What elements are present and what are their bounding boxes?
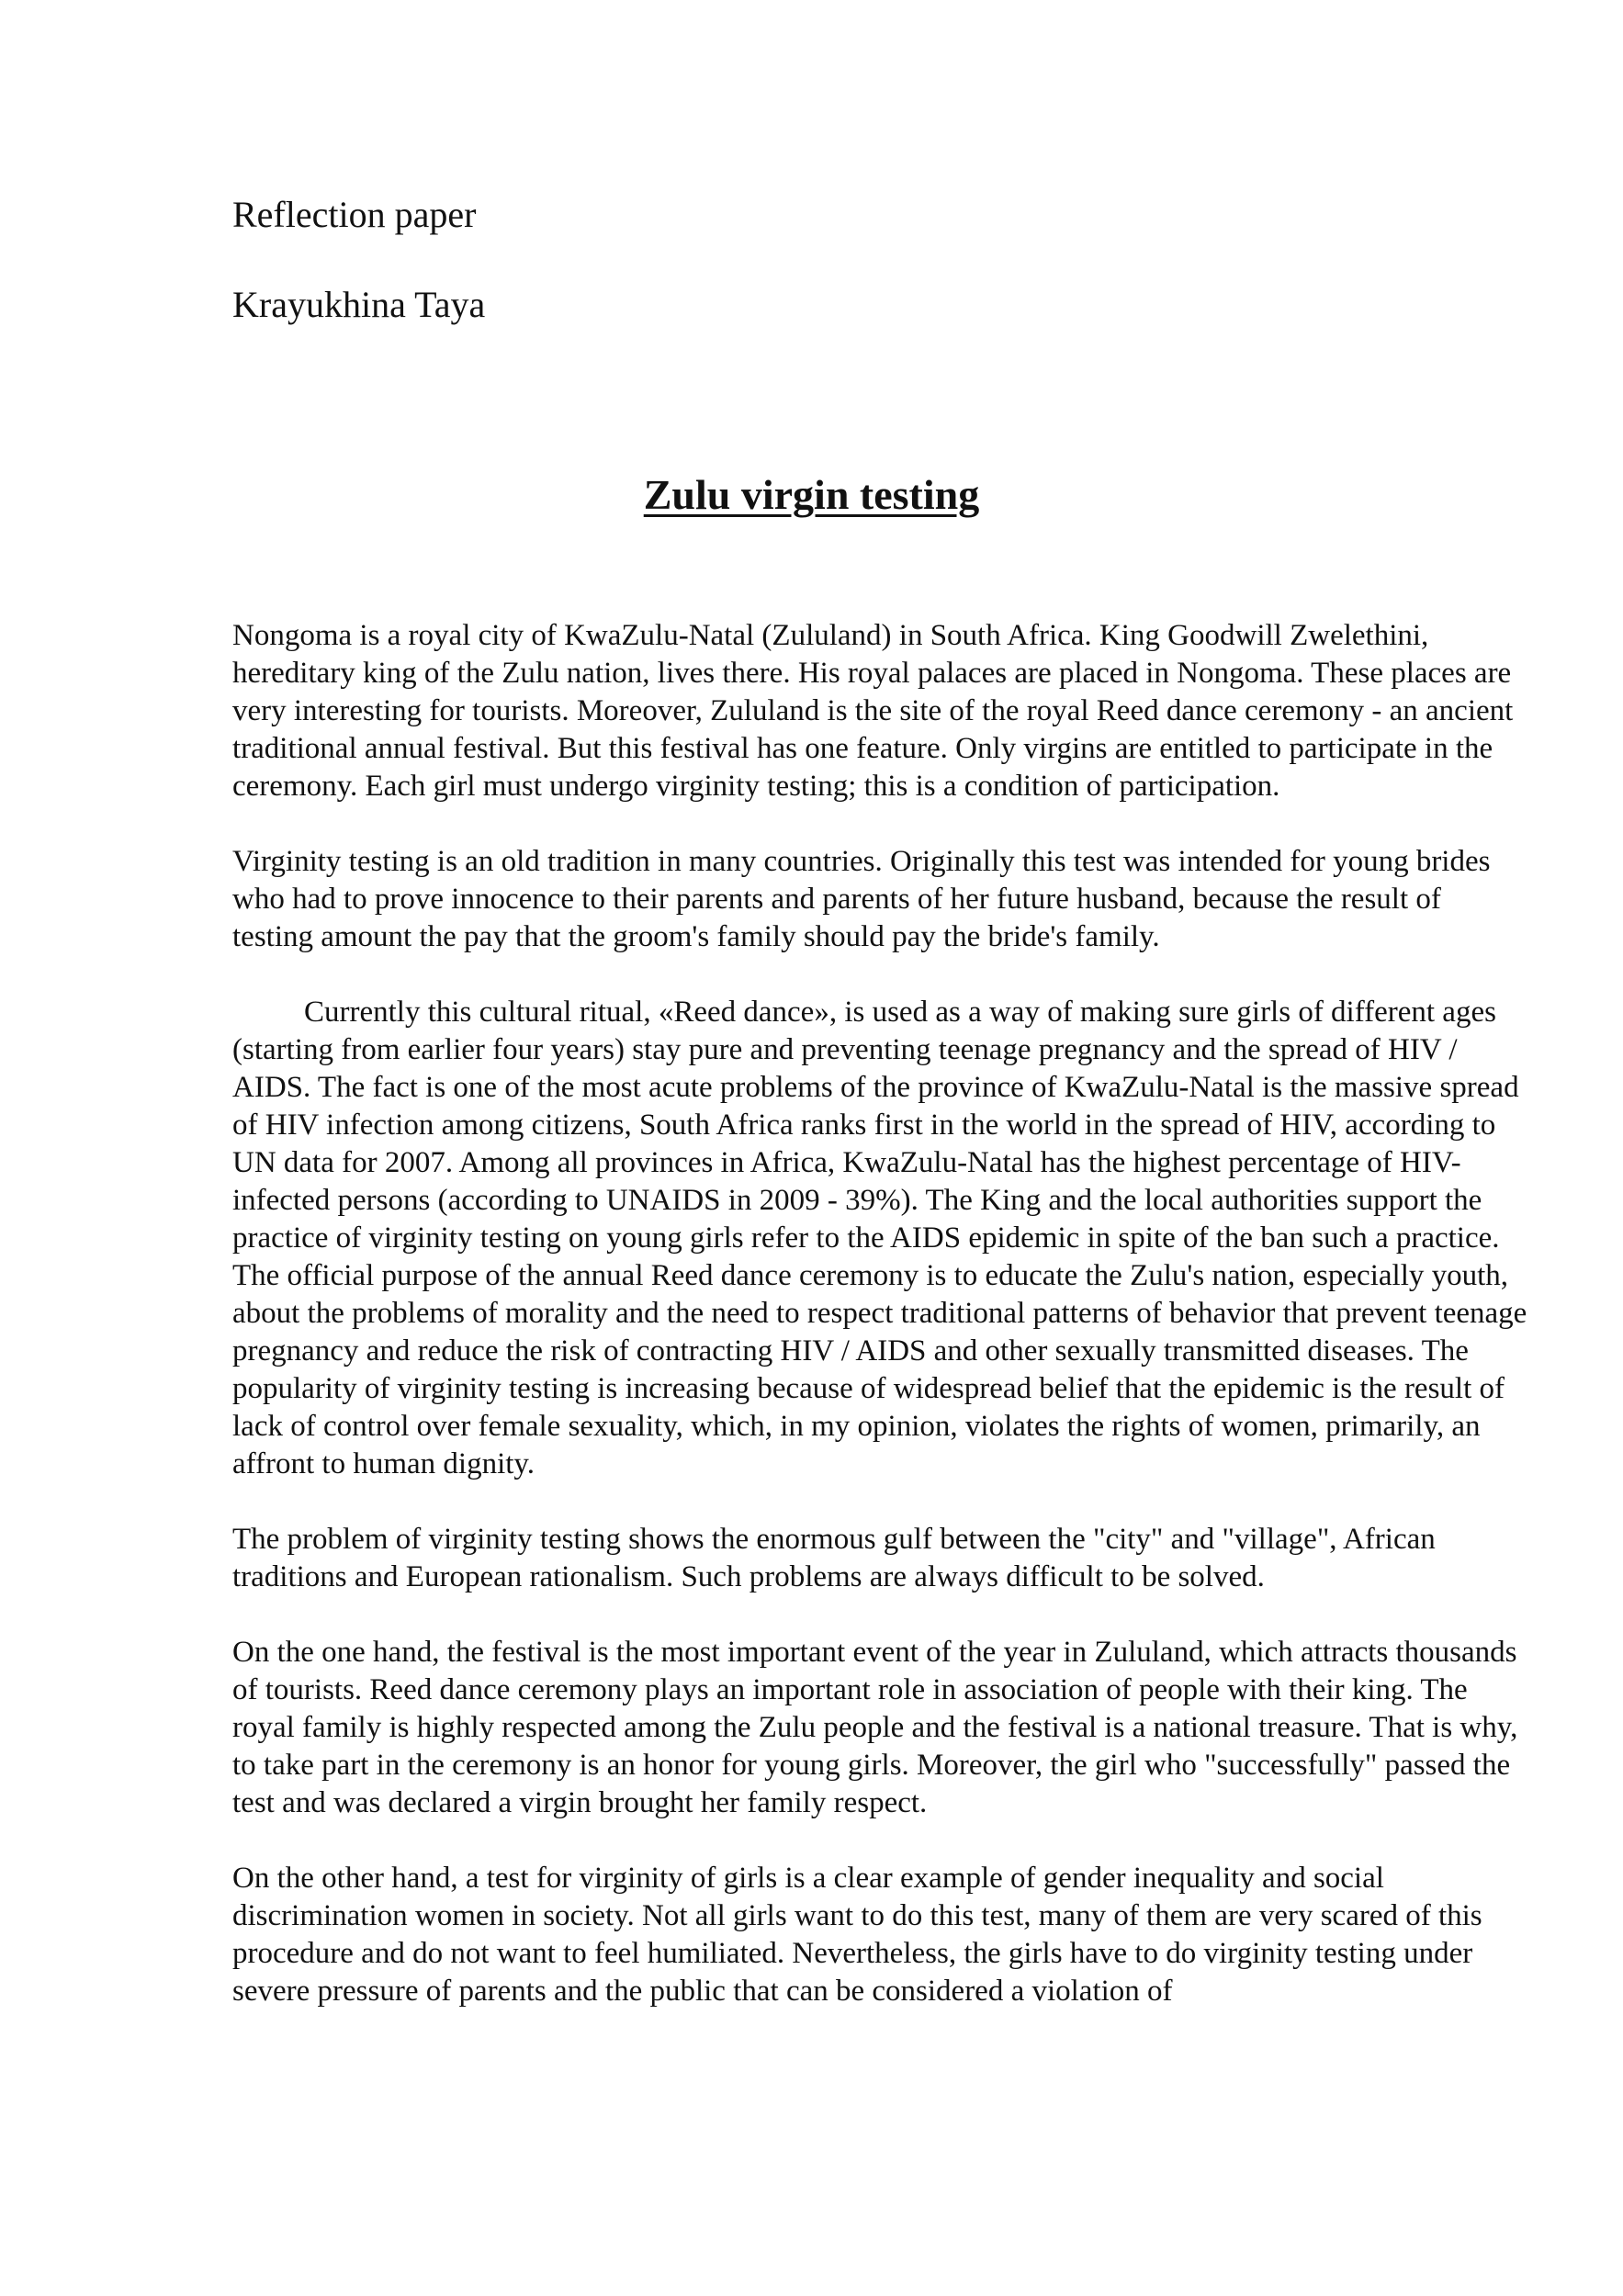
paragraph-intro: Nongoma is a royal city of KwaZulu-Natal (Zululand) in South Africa. King Goodwill Zwelethini, hereditary king of the Zulu nation, lives there. His royal palaces are placed in Nongoma. These places are very interesting for tourists. Moreover, Zululand is the site of the royal Reed dance ceremony - an ancient traditional annual festival. But this festival has one feature. Only virgins are entitled to participate in the ceremony. Each girl must undergo virginity testing; this is a condition of participation. [232,619,1514,803]
paragraph-problem: The problem of virginity testing shows the enormous gulf between the "city" and "village", African traditions and European rationalism. Such problems are always difficult to be solved. [232,1523,1436,1593]
author-name: Krayukhina Taya [232,284,486,325]
document-body [232,617,1527,2010]
paragraph-current-ritual: Currently this cultural ritual, «Reed dance», is used as a way of making sure girls of different ages (starting from earlier four years) stay pure and preventing teenage pregnancy and the spread of HIV / AIDS. The fact is one of the most acute problems of the province of KwaZulu-Natal is the massive spread of HIV infection among citizens, South Africa ranks first in the world in the spread of HIV, according to UN data for 2007. Among all provinces in Africa, KwaZulu-Natal has the highest percentage of HIV-infected persons (according to UNAIDS in 2009 - 39%). The King and the local authorities support the practice of virginity testing on young girls refer to the AIDS epidemic in spite of the ban such a practice. The official purpose of the annual Reed dance ceremony is to educate the Zulu's nation, especially youth, about the problems of morality and the need to respect traditional patterns of behavior that prevent teenage pregnancy and reduce the risk of contracting HIV / AIDS and other sexually transmitted diseases. The popularity of virginity testing is increasing because of widespread belief that the epidemic is the result of lack of control over female sexuality, which, in my opinion, violates the rights of women, primarily, an affront to human dignity. [232,996,1527,1480]
paragraph-history: Virginity testing is an old tradition in many countries. Originally this test was intended for young brides who had to prove innocence to their parents and parents of her future husband, because the result of testing amount the pay that the groom's family should pay the bride's family. [232,845,1491,953]
document-type-label: Reflection paper [232,194,477,235]
document-title: Zulu virgin testing [643,470,980,518]
paragraph-one-hand: On the one hand, the festival is the most important event of the year in Zululand, which attracts thousands of tourists. Reed dance ceremony plays an important role in association of people with their king. The royal family is highly respected among the Zulu people and the festival is a national treasure. That is why, to take part in the ceremony is an honor for young girls. Moreover, the girl who "successfully" passed the test and was declared a virgin brought her family respect. [232,1636,1518,1819]
paragraph-other-hand: On the other hand, a test for virginity of girls is a clear example of gender inequality and social discrimination women in society. Not all girls want to do this test, many of them are very scared of this procedure and do not want to feel humiliated. Nevertheless, the girls have to do virginity testing under severe pressure of parents and the public that can be considered a violation of [232,1862,1482,2008]
